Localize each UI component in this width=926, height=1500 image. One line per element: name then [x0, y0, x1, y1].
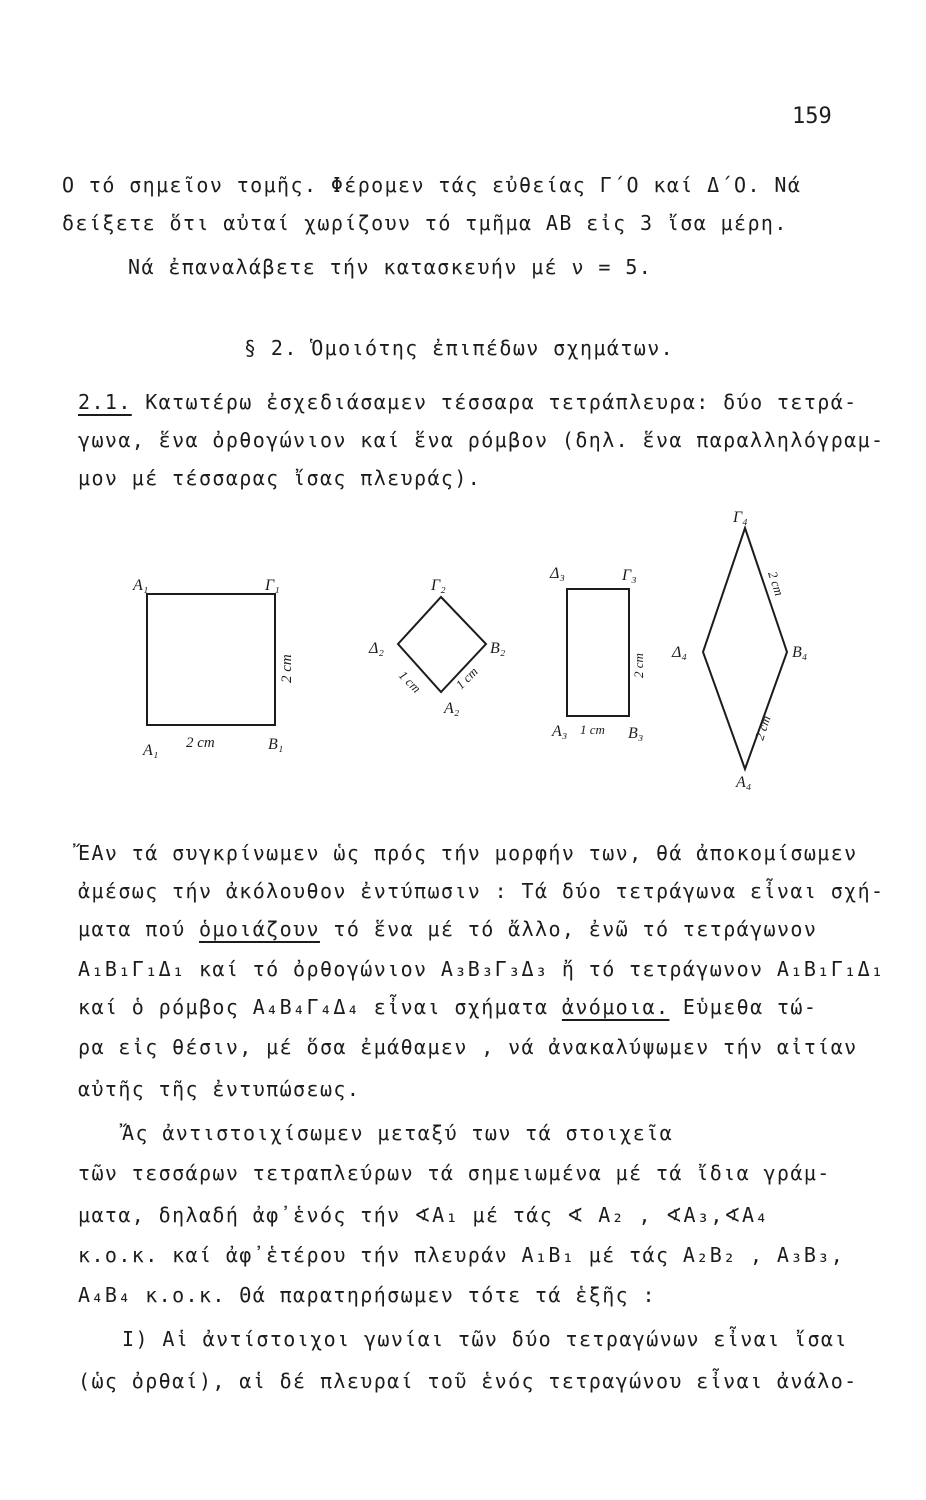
text-line: (ὡς ὀρθαί), αἱ δέ πλευραί τοῦ ἑνός τετραγώνου εἶναι ἀνάλο-: [78, 1369, 858, 1393]
dimension-label: 2 cm: [186, 735, 215, 751]
text-segment: ματα πού: [78, 917, 186, 941]
text-line: τῶν τεσσάρων τετραπλεύρων τά σημειωμένα μέ τά ἴδια γράμ-: [78, 1161, 831, 1185]
text-line: [78, 916, 817, 942]
label-b1: Β₁: [268, 736, 284, 753]
dimension-label: 2 cm: [751, 713, 774, 742]
dimension-label: 1 cm: [452, 663, 481, 693]
text-line: δείξετε ὅτι αὐταί χωρίζουν τό τμῆμα ΑΒ εἰς 3 ἴσα μέρη.: [62, 211, 788, 235]
label-g3: Γ₃: [622, 567, 637, 584]
label-a1-bottom: Α₁: [143, 742, 159, 759]
rectangle-3-shape: [567, 589, 629, 716]
text-line: Α₄Β₄ κ.ο.κ. Θά παρατηρήσωμεν τότε τά ἑξῆς :: [78, 1283, 656, 1307]
label-a1-top: Α₁: [133, 577, 149, 594]
subsection-number: 2.1.: [78, 390, 132, 414]
dimension-label: 2 cm: [631, 653, 646, 678]
text-line: Α₁Β₁Γ₁Δ₁ καί τό ὀρθογώνιον Α₃Β₃Γ₃Δ₃ ἤ τό τετράγωνον Α₁Β₁Γ₁Δ₁: [78, 957, 885, 981]
dimension-label: 1 cm: [395, 667, 425, 696]
section-heading: § 2. Ὁμοιότης ἐπιπέδων σχημάτων.: [244, 336, 675, 360]
underlined-word: ἀνόμοια.: [561, 995, 670, 1019]
label-a2: Α₂: [444, 700, 460, 717]
label-b3: Β₃: [628, 725, 644, 742]
text-segment: καί ὁ ρόμβος Α₄Β₄Γ₄Δ₄ εἶναι σχήματα: [78, 995, 549, 1019]
label-g2: Γ₂: [431, 577, 446, 594]
text-line: Νά ἐπαναλάβετε τήν κατασκευήν μέ ν = 5.: [128, 255, 653, 279]
text-line: γωνα, ἕνα ὀρθογώνιον καί ἕνα ρόμβον (δηλ. ἕνα παραλληλόγραμ-: [78, 428, 885, 452]
label-g4: Γ₄: [733, 509, 748, 526]
rectangle-3: [549, 565, 646, 742]
text-line: Ἄς ἀντιστοιχίσωμεν μεταξύ των τά στοιχεῖα: [122, 1121, 674, 1145]
square-2: [368, 577, 506, 717]
text-line: ματα, δηλαδή ἀφ᾽ἑνός τήν ∢Α₁ μέ τάς ∢ Α₂ , ∢Α₃,∢Α₄: [78, 1203, 769, 1227]
text-line: Ι) Αἱ ἀντίστοιχοι γωνίαι τῶν δύο τετραγώνων εἶναι ἴσαι: [122, 1327, 848, 1351]
page-number: 159: [792, 104, 832, 129]
text-line: ἀμέσως τήν ἀκόλουθον ἐντύπωσιν : Τά δύο τετράγωνα εἶναι σχή-: [78, 879, 885, 903]
label-d4: Δ₄: [672, 644, 687, 661]
label-b2: Β₂: [490, 640, 506, 657]
text-line: αὐτῆς τῆς ἐντυπώσεως.: [78, 1077, 361, 1101]
text-line: Ο τό σημεῖον τομῆς. Φέρομεν τάς εὐθείας Γ΄Ο καί Δ΄Ο. Νά: [62, 173, 802, 197]
text-line: [78, 994, 817, 1020]
text-line: ἜΑν τά συγκρίνωμεν ὡς πρός τήν μορφήν των, θά ἀποκομίσωμεν: [78, 841, 858, 865]
label-g1: Γ₁: [265, 577, 280, 594]
text-segment: τό ἕνα μέ τό ἄλλο, ἐνῶ τό τετράγωνον: [333, 917, 818, 941]
rhombus-4-shape: [703, 528, 787, 769]
dimension-label: 2 cm: [279, 654, 295, 683]
square-1: [132, 577, 295, 759]
square-1-shape: [147, 594, 275, 725]
text-segment: Εὑμεθα τώ-: [682, 995, 818, 1019]
label-a3: Α₃: [552, 723, 568, 740]
subsection-text: Κατωτέρω ἐσχεδιάσαμεν τέσσαρα τετράπλευρα: δύο τετρά-: [145, 390, 858, 414]
dimension-label: 2 cm: [765, 569, 788, 598]
rhombus-4: [671, 509, 807, 791]
label-a4: Α₄: [736, 774, 752, 791]
dimension-label: 1 cm: [580, 722, 605, 737]
label-d3: Δ₃: [550, 565, 565, 582]
text-line: ρα εἰς θέσιν, μέ ὅσα ἐμάθαμεν , νά ἀνακαλύψωμεν τήν αἰτίαν: [78, 1035, 858, 1059]
text-line: κ.ο.κ. καί ἀφ᾽ἑτέρου τήν πλευράν Α₁Β₁ μέ τάς Α₂Β₂ , Α₃Β₃,: [78, 1243, 845, 1267]
text-line: μον μέ τέσσαρας ἴσας πλευράς).: [78, 466, 482, 490]
label-b4: Β₄: [792, 644, 808, 661]
label-d2: Δ₂: [369, 640, 384, 657]
underlined-word: ὁμοιάζουν: [198, 917, 320, 941]
